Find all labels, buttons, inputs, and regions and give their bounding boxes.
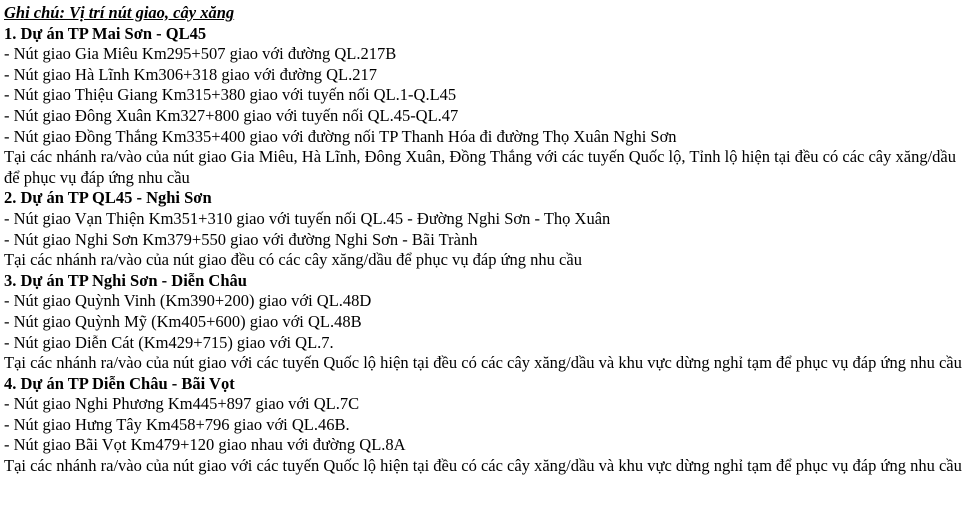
list-item: - Nút giao Vạn Thiện Km351+310 giao với tuyến nối QL.45 - Đường Nghi Sơn - Thọ Xuân	[4, 208, 611, 228]
list-item: - Nút giao Hưng Tây Km458+796 giao với QL.46B.	[4, 414, 350, 434]
section-1	[4, 24, 962, 189]
section-title: 2. Dự án TP QL45 - Nghi Sơn	[4, 188, 212, 208]
section-note: Tại các nhánh ra/vào của nút giao với các tuyến Quốc lộ hiện tại đều có các cây xăng/dầu và khu vực dừng nghỉ tạm để phục vụ đáp ứng nhu cầu	[4, 456, 962, 476]
list-item: - Nút giao Thiệu Giang Km315+380 giao với tuyến nối QL.1-Q.L45	[4, 85, 457, 105]
list-item: - Nút giao Đông Xuân Km327+800 giao với tuyến nối QL.45-QL.47	[4, 105, 459, 125]
section-note: Tại các nhánh ra/vào của nút giao đều có các cây xăng/dầu để phục vụ đáp ứng nhu cầu	[4, 250, 582, 270]
section-note: Tại các nhánh ra/vào của nút giao Gia Miêu, Hà Lĩnh, Đông Xuân, Đồng Thắng với các tuyến Quốc lộ, Tỉnh lộ hiện tại đều có các cây xăng/dầu để phục vụ đáp ứng nhu cầu	[4, 147, 956, 187]
section-3	[4, 271, 962, 374]
section-title: 3. Dự án TP Nghi Sơn - Diễn Châu	[4, 270, 247, 290]
list-item: - Nút giao Quỳnh Vinh (Km390+200) giao với QL.48D	[4, 291, 372, 311]
list-item: - Nút giao Diễn Cát (Km429+715) giao với QL.7.	[4, 332, 334, 352]
section-note: Tại các nhánh ra/vào của nút giao với các tuyến Quốc lộ hiện tại đều có các cây xăng/dầu và khu vực dừng nghỉ tạm để phục vụ đáp ứng nhu cầu	[4, 353, 962, 373]
section-title: 4. Dự án TP Diễn Châu - Bãi Vọt	[4, 373, 235, 393]
note-title: Ghi chú: Vị trí nút giao, cây xăng	[4, 3, 235, 22]
list-item: - Nút giao Đồng Thắng Km335+400 giao với đường nối TP Thanh Hóa đi đường Thọ Xuân Nghi Sơn	[4, 126, 677, 146]
list-item: - Nút giao Hà Lĩnh Km306+318 giao với đường QL.217	[4, 64, 377, 84]
list-item: - Nút giao Gia Miêu Km295+507 giao với đường QL.217B	[4, 44, 397, 64]
list-item: - Nút giao Quỳnh Mỹ (Km405+600) giao với QL.48B	[4, 311, 362, 331]
list-item: - Nút giao Bãi Vọt Km479+120 giao nhau với đường QL.8A	[4, 435, 406, 455]
list-item: - Nút giao Nghi Sơn Km379+550 giao với đường Nghi Sơn - Bãi Trành	[4, 229, 478, 249]
list-item: - Nút giao Nghi Phương Km445+897 giao với QL.7C	[4, 394, 360, 414]
section-title: 1. Dự án TP Mai Sơn - QL45	[4, 23, 207, 43]
section-4	[4, 374, 962, 477]
section-2	[4, 188, 962, 270]
document-page	[4, 3, 962, 477]
